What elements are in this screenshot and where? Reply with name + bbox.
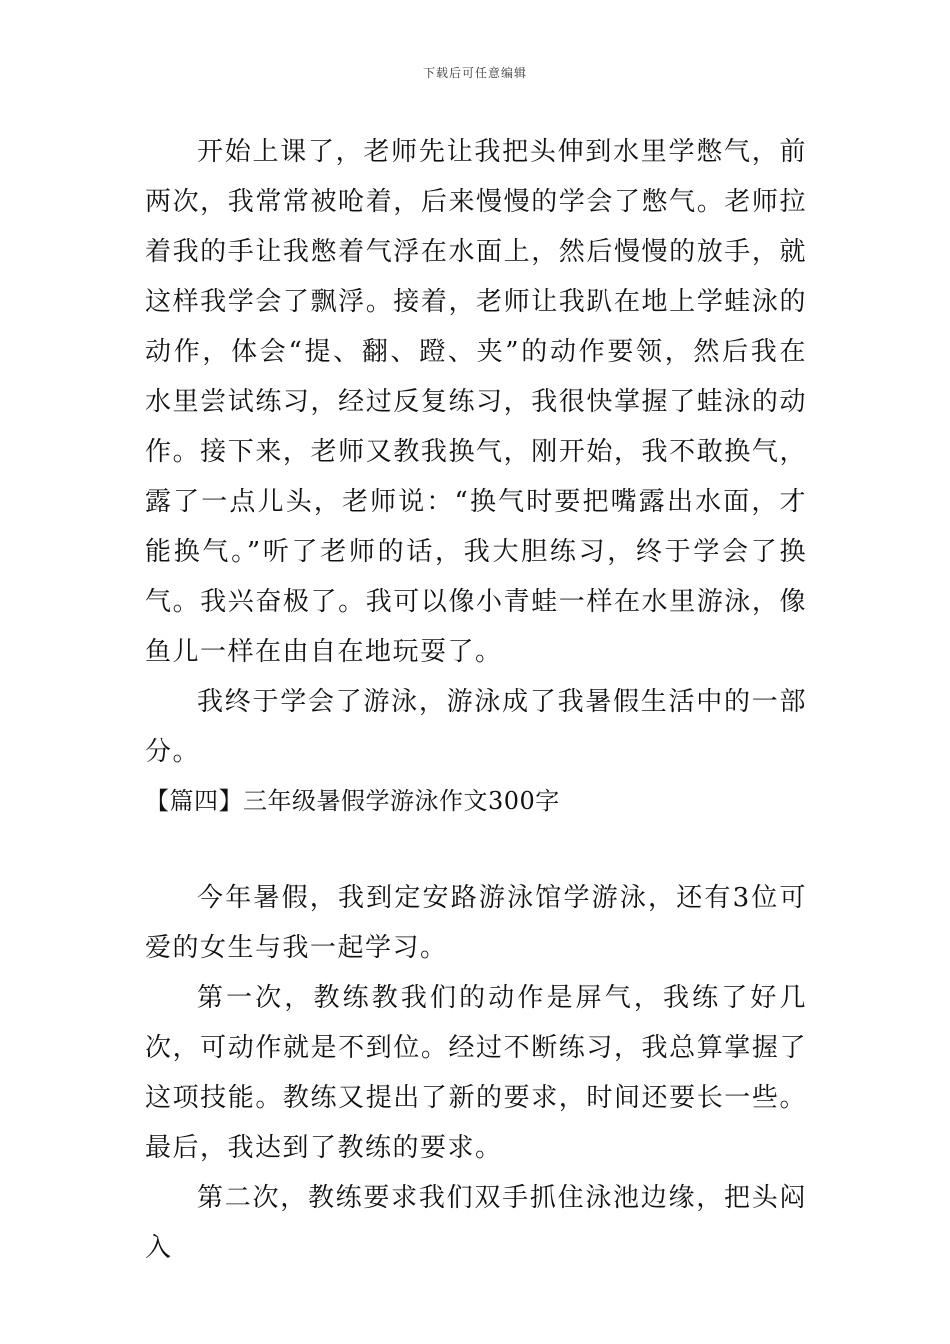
paragraph: 今年暑假，我到定安路游泳馆学游泳，还有3位可爱的女生与我一起学习。 xyxy=(145,883,807,963)
paragraph: 第一次，教练教我们的动作是屏气，我练了好几次，可动作就是不到位。经过不断练习，我总算掌握了这项技能。教练又提出了新的要求，时间还要长一些。最后，我达到了教练的要求。 xyxy=(145,983,807,1163)
paragraph: 开始上课了，老师先让我把头伸到水里学憋气，前两次，我常常被呛着，后来慢慢的学会了憋气。老师拉着我的手让我憋着气浮在水面上，然后慢慢的放手，就这样我学会了飘浮。接着，老师让我趴在地上学蛙泳的动作，体会“提、翻、蹬、夹”的动作要领，然后我在水里尝试练习，经过反复练习，我很快掌握了蛙泳的动作。接下来，老师又教我换气，刚开始，我不敢换气，露了一点儿头，老师说：“换气时要把嘴露出水面，才能换气。”听了老师的话，我大胆练习，终于学会了换气。我兴奋极了。我可以像小青蛙一样在水里游泳，像鱼儿一样在由自在地玩耍了。 xyxy=(145,137,807,667)
paragraph: 我终于学会了游泳，游泳成了我暑假生活中的一部分。 xyxy=(145,687,807,767)
section-heading: 【篇四】三年级暑假学游泳作文300字 xyxy=(145,787,560,815)
essay-section-continued xyxy=(145,127,807,777)
header-note: 下载后可任意编辑 xyxy=(422,66,527,80)
essay-section-four xyxy=(145,873,807,1273)
paragraph: 第二次，教练要求我们双手抓住泳池边缘，把头闷入 xyxy=(145,1183,807,1263)
